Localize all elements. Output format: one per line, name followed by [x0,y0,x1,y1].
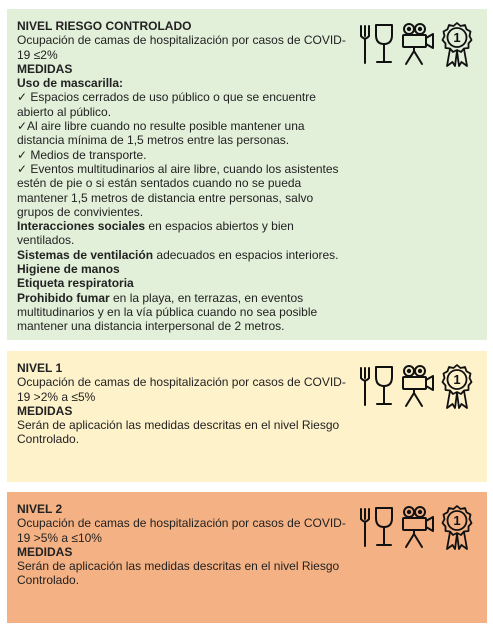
svg-text:1: 1 [453,372,461,387]
ventilation-label: Sistemas de ventilación [17,247,154,262]
measures-heading: MEDIDAS [17,403,73,418]
glass-cutlery-icon [358,363,394,409]
camera-icon [399,504,435,550]
smoking-rule [17,291,349,305]
icon-group [358,363,476,409]
mask-heading: Uso de mascarilla: [17,76,124,91]
level-title: NIVEL 1 [17,361,63,375]
mask-item: mantener 1,5 metros de distancia entre personas, salvo [17,190,314,205]
camera-icon [399,363,435,409]
occupancy-line: Ocupación de camas de hospitalización por casos de COVID- [17,516,346,531]
mask-item: abierto al público. [17,104,112,119]
measures-text: Serán de aplicación las medidas descritas en el nivel Riesgo [17,418,340,433]
level-card-controlled [7,9,487,340]
ventilation-text: adecuados en espacios interiores. [153,247,339,262]
measures-text: Controlado. [17,432,80,447]
icon-group [358,21,476,67]
level-title: NIVEL RIESGO CONTROLADO [17,19,192,33]
level-card-1 [7,351,487,482]
mask-item: distancia mínima de 1,5 metros entre las personas. [17,133,290,148]
mask-item: estén de pie o si están sentados cuando no se pueda [17,176,302,191]
level-text [17,19,349,334]
social-label: Interacciones sociales [17,219,146,234]
smoking-label: Prohibido fumar [17,290,110,305]
occupancy-line: 19 >2% a ≤5% [17,389,96,404]
svg-text:1: 1 [453,513,461,528]
measures-heading: MEDIDAS [17,61,73,76]
smoking-text: en la playa, en terrazas, en eventos [109,290,304,305]
level-card-2 [7,492,487,623]
svg-text:1: 1 [453,30,461,45]
level-title: NIVEL 2 [17,502,63,516]
mask-item: ✓ Espacios cerrados de uso público o que se encuentre [17,90,316,105]
occupancy-line: 19 ≤2% [17,47,58,62]
medal-1-icon [440,504,474,550]
social-text: en espacios abiertos y bien [145,219,294,234]
camera-icon [399,21,435,67]
occupancy-line: Ocupación de camas de hospitalización por casos de COVID- [17,33,346,48]
measures-text: Serán de aplicación las medidas descritas en el nivel Riesgo [17,559,340,574]
mask-item: ✓ Medios de transporte. [17,147,147,162]
glass-cutlery-icon [358,21,394,67]
hand-hygiene: Higiene de manos [17,262,120,277]
measures-heading: MEDIDAS [17,544,73,559]
level-text [17,361,349,447]
smoking-text-cont: multitudinarios y en la vía pública cuando no sea posible [17,304,318,319]
mask-item: ✓Al aire libre cuando no resulte posible mantener una [17,119,305,134]
occupancy-line: Ocupación de camas de hospitalización por casos de COVID- [17,375,346,390]
medal-1-icon [440,363,474,409]
social-interactions [17,219,349,233]
glass-cutlery-icon [358,504,394,550]
level-text [17,502,349,588]
mask-item: ✓ Eventos multitudinarios al aire libre, cuando los asistentes [17,161,339,176]
social-text-cont: ventilados. [17,233,75,248]
medal-1-icon [440,21,474,67]
ventilation [17,248,349,262]
mask-item: grupos de convivientes. [17,204,144,219]
smoking-text-cont: mantener una distancia interpersonal de 2 metros. [17,319,285,334]
occupancy-line: 19 >5% a ≤10% [17,530,102,545]
respiratory-etiquette: Etiqueta respiratoria [17,276,134,291]
measures-text: Controlado. [17,573,80,588]
icon-group [358,504,476,550]
